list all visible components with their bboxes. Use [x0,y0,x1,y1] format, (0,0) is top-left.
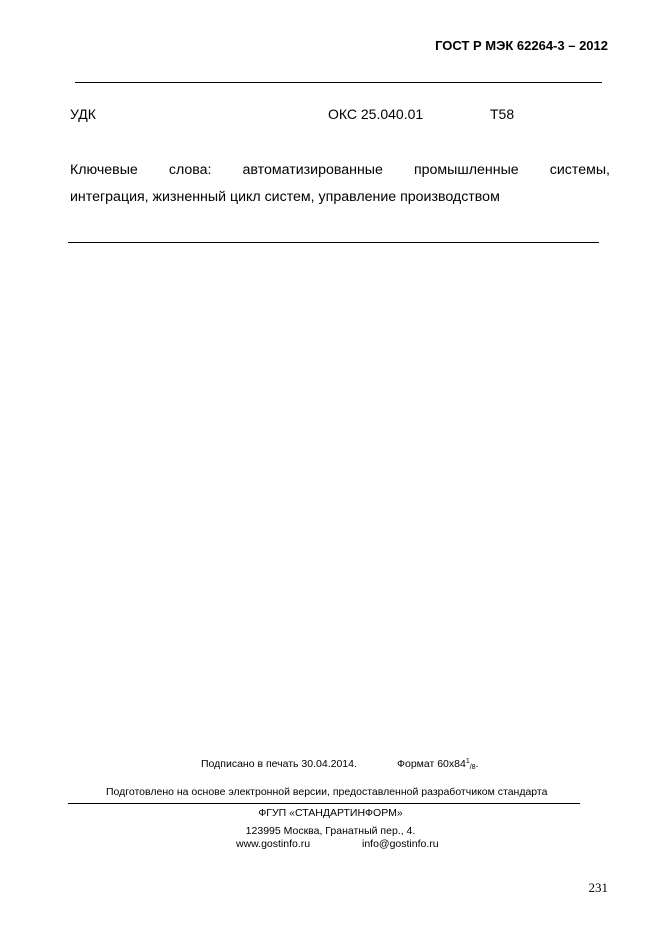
group-code: Т58 [490,106,515,122]
keyword: автоматизированные [242,162,383,178]
format-prefix: Формат 60x84 [397,758,466,770]
page-number: 231 [588,880,608,895]
website-link[interactable]: www.gostinfo.ru [236,838,311,850]
signed-date: Подписано в печать 30.04.2014. [201,758,357,770]
keywords-divider [68,242,599,243]
top-divider [75,82,602,83]
keywords-block [70,157,610,211]
keyword: промышленные [413,162,519,178]
keywords-label: Ключевые [70,162,138,178]
format-denominator: /8 [469,764,476,771]
format-suffix: . [475,758,479,770]
keywords-line-1 [70,157,610,184]
udk-label: УДК [70,106,96,122]
email-link[interactable]: info@gostinfo.ru [362,838,439,850]
keywords-line-2: интеграция, жизненный цикл систем, управление производством [70,189,500,205]
oks-code: ОКС 25.040.01 [328,106,424,122]
format-numerator: 1 [465,758,470,765]
publisher-address: 123995 Москва, Гранатный пер., 4. [245,825,416,837]
prepared-note: Подготовлено на основе электронной версии, предоставленной разработчиком стандарта [106,786,548,798]
paper-format [397,758,479,771]
publisher-name: ФГУП «СТАНДАРТИНФОРМ» [258,807,403,819]
imprint-divider [68,803,580,804]
standard-code: ГОСТ Р МЭК 62264-3 – 2012 [435,38,608,53]
keywords-label-2: слова: [168,162,212,178]
keyword: системы, [549,162,610,178]
